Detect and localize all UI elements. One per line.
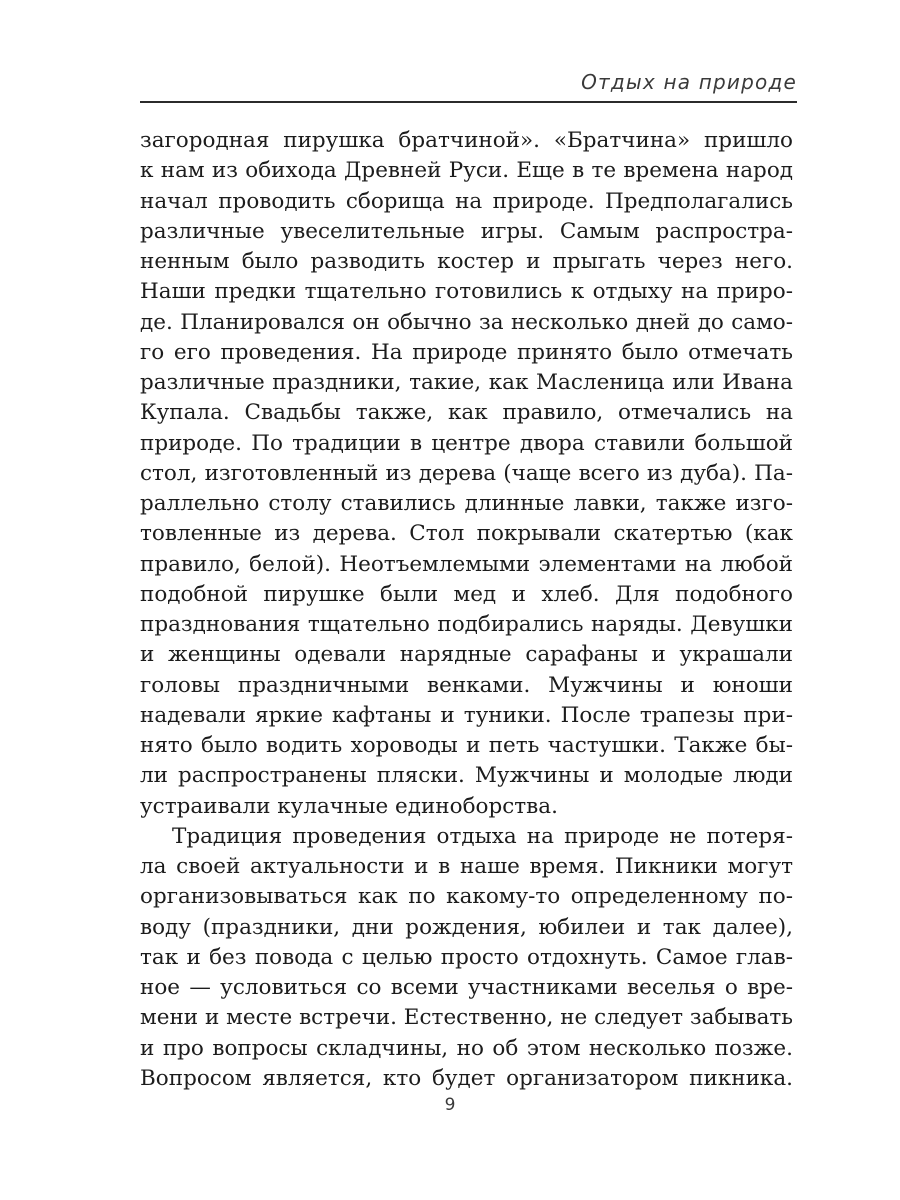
page-number: 9	[444, 1095, 456, 1115]
text-line: надевали яркие кафтаны и туники. После трапезы при-	[140, 702, 793, 728]
text-line: Вопросом является, кто будет организатором пикника.	[140, 1065, 793, 1091]
header-rule	[140, 101, 797, 103]
text-line: подобной пирушке были мед и хлеб. Для подобного	[140, 581, 793, 607]
text-line: так и без повода с целью просто отдохнуть. Самое глав-	[140, 944, 793, 970]
text-line: де. Планировался он обычно за несколько дней до само-	[140, 309, 793, 335]
text-line: раллельно столу ставились длинные лавки, также изго-	[140, 491, 793, 516]
text-line: Наши предки тщательно готовились к отдыху на приро-	[140, 279, 793, 305]
text-line: мени и месте встречи. Естественно, не следует забывать	[140, 1005, 793, 1031]
text-line: различные увеселительные игры. Самым распростра-	[140, 218, 793, 244]
text-line: воду (праздники, дни рождения, юбилеи и так далее),	[140, 914, 793, 940]
text-line: и женщины одевали нарядные сарафаны и украшали	[140, 642, 793, 668]
paragraph	[140, 822, 793, 1094]
text-line: Традиция проведения отдыха на природе не потеря-	[172, 823, 793, 849]
text-line: организовываться как по какому-то определенному по-	[140, 884, 793, 910]
text-line: и про вопросы складчины, но об этом несколько позже.	[140, 1035, 793, 1061]
text-line: к нам из обихода Древней Руси. Еще в те времена народ	[140, 158, 793, 184]
text-line: го его проведения. На природе принято было отмечать	[140, 339, 793, 365]
text-line: Купала. Свадьбы также, как правило, отмечались на	[140, 400, 793, 426]
text-line: нято было водить хороводы и петь частушки. Также бы-	[140, 733, 793, 758]
text-line: природе. По традиции в центре двора ставили большой	[140, 430, 793, 456]
text-line: ла своей актуальности и в наше время. Пикники могут	[140, 854, 793, 879]
text-line: товленные из дерева. Стол покрывали скатертью (как	[140, 521, 793, 547]
text-line: правило, белой). Неотъемлемыми элементами на любой	[140, 551, 793, 577]
text-line: различные праздники, такие, как Масленица или Ивана	[140, 370, 793, 395]
running-head: Отдых на природе	[581, 70, 797, 94]
text-line: ненным было разводить костер и прыгать через него.	[140, 249, 793, 274]
paragraph	[140, 126, 793, 822]
text-line: ли распространены пляски. Мужчины и молодые люди	[140, 763, 793, 789]
text-line: начал проводить сборища на природе. Предполагались	[140, 188, 793, 214]
text-line: ное — условиться со всеми участниками веселья о вре-	[140, 975, 793, 1000]
text-line: загородная пирушка братчиной». «Братчина» пришло	[140, 128, 793, 153]
text-line: головы праздничными венками. Мужчины и юноши	[140, 672, 793, 698]
body-text	[140, 126, 793, 1094]
text-line: устраивали кулачные единоборства.	[140, 793, 558, 819]
text-line: празднования тщательно подбирались наряды. Девушки	[140, 612, 793, 637]
text-line: стол, изготовленный из дерева (чаще всего из дуба). Па-	[140, 460, 793, 486]
